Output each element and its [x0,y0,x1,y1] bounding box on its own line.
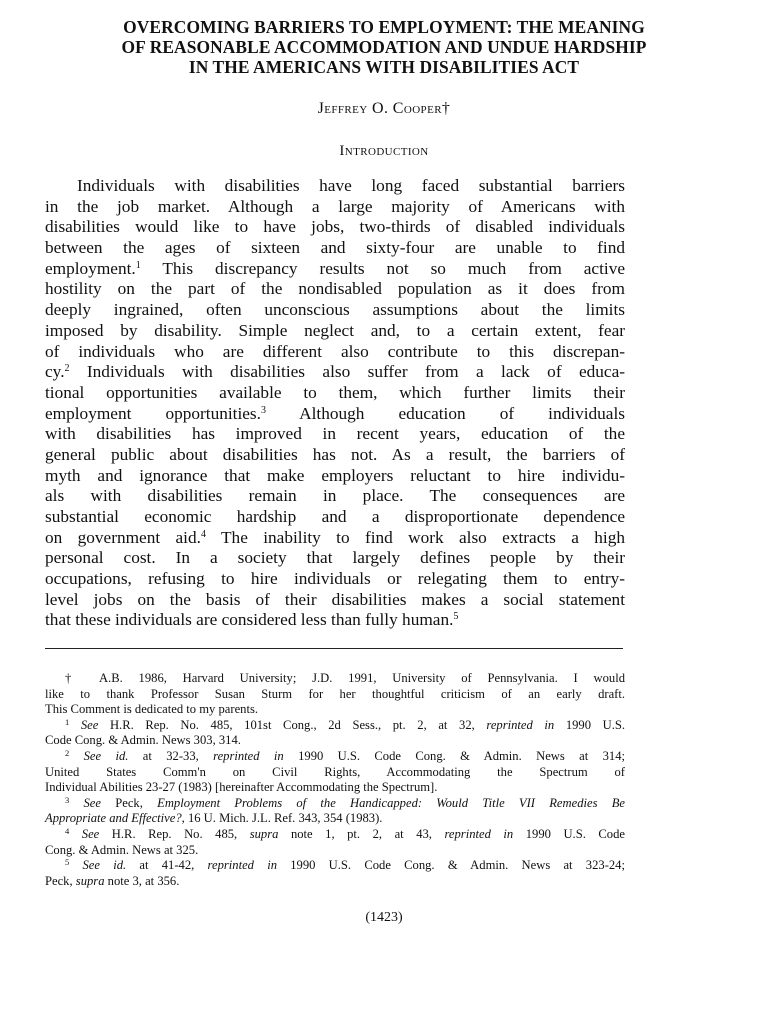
body-line [45,259,625,280]
body-segment: Although education of individuals [299,403,625,423]
footnote-segment: reprinted in [444,826,514,841]
footnote-segment: See [81,826,100,841]
footnote-segment: at 32-33, [142,748,199,763]
footnote-line [45,718,625,734]
footnote-segment: supra [249,826,279,841]
body-segment: on government aid. [45,527,201,547]
footnote-mark: 2 [65,747,70,758]
body-text [45,176,625,631]
footnote-line: Code Cong. & Admin. News 303, 314. [45,733,241,748]
body-segment: employment. [45,258,136,278]
footnote-line: Individual Abilities 23-27 (1983) [hereinafter Accommodating the Spectrum]. [45,780,438,795]
body-line: disabilities would like to have jobs, two-thirds of disabled individuals [45,217,625,237]
footnote-line [45,811,625,827]
footnote-line [45,874,625,890]
footnote-segment: reprinted in [213,748,284,763]
footnote-divider [45,648,623,649]
footnote-mark: 3 [65,794,70,805]
body-line [45,528,625,549]
footnote-segment: A.B. 1986, Harvard University; J.D. 1991, University of Pennsylvania. I would [99,671,625,685]
footnote-segment: Appropriate and Effective?, [45,811,185,826]
body-segment: employment opportunities. [45,403,261,423]
body-line: deeply ingrained, often unconscious assumptions about the limits [45,300,625,320]
footnote-segment: 16 U. Mich. J.L. Ref. 343, 354 (1983). [187,811,383,826]
footnote-segment: See id. [82,858,127,873]
footnote-line [45,671,625,687]
footnote-segment: at 41-42, [139,858,195,873]
footnote-segment: 1990 U.S. Code [525,826,625,841]
body-segment: cy. [45,362,65,382]
body-segment: that these individuals are considered less than fully human. [45,610,454,630]
body-line: hostility on the part of the nondisabled population as it does from [45,279,625,299]
page-number: (1423) [365,910,403,925]
footnote-line: United States Comm'n on Civil Rights, Accommodating the Spectrum of [45,764,625,779]
footnote-segment: Peck, [45,873,73,888]
footnote-line: This Comment is dedicated to my parents. [45,702,259,717]
footnote-mark: 5 [65,857,70,868]
body-line: imposed by disability. Simple neglect and, to a certain extent, fear [45,320,625,340]
body-line: tional opportunities available to them, which further limits their [45,382,625,402]
body-line: personal cost. In a society that largely defines people by their [45,548,625,568]
footnote-line [45,827,625,843]
body-line: with disabilities has improved in recent years, education of the [45,424,625,444]
footnote-segment: note 1, pt. 2, at 43, [290,826,432,841]
footnote-segment: reprinted in [207,858,277,873]
body-line [45,404,625,425]
title-line: OF REASONABLE ACCOMMODATION AND UNDUE HARDSHIP [121,37,647,57]
footnote-mark: 1 [65,716,70,727]
footnote-segment: See [83,795,101,810]
body-line: occupations, refusing to hire individuals or relegating them to entry- [45,569,625,589]
body-line: level jobs on the basis of their disabilities makes a social statement [45,589,625,609]
footnote-line [45,749,625,765]
footnote-segment: supra [75,873,105,888]
body-line: substantial economic hardship and a disproportionate dependence [45,507,625,526]
title-line: OVERCOMING BARRIERS TO EMPLOYMENT: THE MEANING [123,17,645,37]
footnote-segment: 1990 U.S. Code Cong. & Admin. News at 323-24; [290,858,625,873]
footnote-segment: reprinted in [486,717,555,732]
author-name: Jeffrey O. Cooper† [317,100,451,117]
body-segment: This discrepancy results not so much from active [162,258,626,278]
section-heading: Introduction [339,143,429,159]
footnote-ref: 1 [135,259,141,271]
footnote-segment: 1990 U.S. [565,717,625,732]
footnote-segment: See [80,717,99,732]
footnote-segment: 1990 U.S. Code Cong. & Admin. News at 314; [298,748,625,763]
footnote-line: like to thank Professor Susan Sturm for her thoughtful criticism of an early draft. [45,686,625,701]
footnote-ref: 3 [260,404,266,416]
footnote-line [45,796,625,812]
footnote-segment: Employment Problems of the Handicapped: Would Title VII Remedies Be [157,795,625,810]
body-line [45,362,625,383]
title-line: IN THE AMERICANS WITH DISABILITIES ACT [188,57,580,77]
footnotes [45,671,625,889]
footnote-segment: Peck, [115,795,143,810]
body-line: als with disabilities remain in place. The consequences are [45,486,625,506]
body-segment: Individuals with disabilities also suffer from a lack of educa- [86,362,625,382]
body-line: general public about disabilities has not. As a result, the barriers of [45,444,625,464]
footnote-mark: 4 [65,825,70,836]
body-line [45,610,625,631]
footnote-ref: 4 [200,528,206,540]
footnote-line [45,858,625,874]
footnote-segment: See id. [83,748,129,763]
footnote-segment: H.R. Rep. No. 485, [111,826,238,841]
footnote-ref: 5 [453,611,459,623]
footnote-segment: note 3, at 356. [107,873,180,888]
footnote-segment: H.R. Rep. No. 485, 101st Cong., 2d Sess., pt. 2, at 32, [109,717,475,732]
footnote-line: Cong. & Admin. News at 325. [45,842,199,857]
body-line: Individuals with disabilities have long faced substantial barriers [77,176,625,195]
footnote-ref: 2 [64,363,70,375]
article-title [20,17,748,77]
body-line: myth and ignorance that make employers reluctant to hire individu- [45,465,625,485]
body-line: between the ages of sixteen and sixty-four are unable to find [45,238,625,258]
body-segment: The inability to find work also extracts a high [221,527,625,547]
footnote-mark: † [65,671,84,685]
body-line: of individuals who are different also contribute to this discrepan- [45,341,625,361]
body-line: in the job market. Although a large majority of Americans with [45,196,625,216]
